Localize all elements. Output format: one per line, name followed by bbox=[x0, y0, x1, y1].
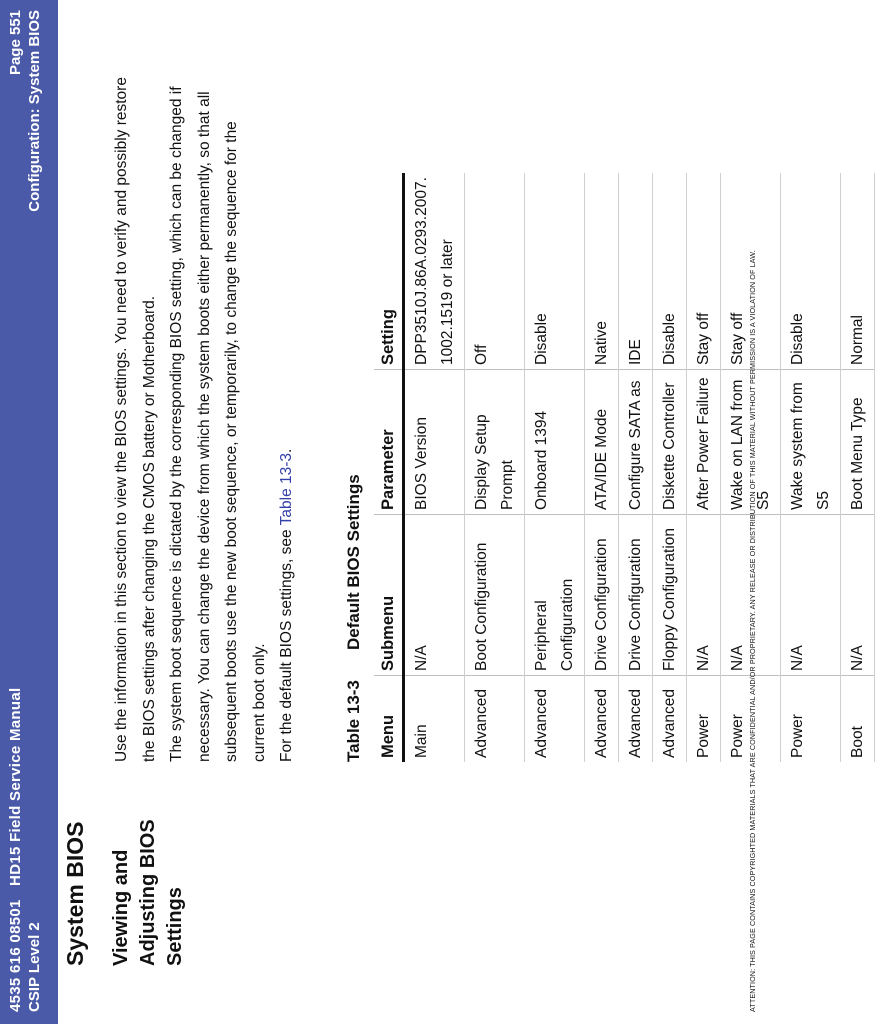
header-doc-number: 4535 616 08501 bbox=[7, 899, 24, 1012]
reference-suffix: . bbox=[278, 448, 295, 453]
cell-setting: Disable bbox=[525, 173, 585, 369]
cell-submenu: N/A bbox=[721, 515, 781, 676]
table-row bbox=[465, 173, 525, 762]
cell-submenu: Peripheral Configuration bbox=[525, 515, 585, 676]
cell-parameter: Configure SATA as bbox=[619, 370, 653, 515]
cell-setting: Stay off bbox=[687, 173, 721, 369]
cell-menu: Advanced bbox=[619, 676, 653, 763]
column-header-submenu: Submenu bbox=[374, 515, 404, 676]
body-text bbox=[108, 72, 301, 762]
table-row bbox=[525, 173, 585, 762]
table-row bbox=[687, 173, 721, 762]
cell-setting: Disable bbox=[781, 173, 841, 369]
cell-menu: Power bbox=[721, 676, 781, 763]
table-caption bbox=[344, 474, 364, 762]
header-section: Configuration: System BIOS bbox=[26, 10, 43, 212]
cell-submenu: Floppy Configuration bbox=[653, 515, 687, 676]
table-body bbox=[404, 173, 875, 762]
cell-setting: Native bbox=[585, 173, 619, 369]
header-page-number: Page 551 bbox=[7, 10, 24, 76]
cell-parameter: Wake system from S5 bbox=[781, 370, 841, 515]
header-manual-title: HD15 Field Service Manual bbox=[7, 687, 24, 886]
cell-menu: Main bbox=[404, 676, 465, 763]
cell-setting: IDE bbox=[619, 173, 653, 369]
cell-parameter: After Power Failure bbox=[687, 370, 721, 515]
header-level: CSIP Level 2 bbox=[26, 922, 43, 1012]
cell-setting: Stay off bbox=[721, 173, 781, 369]
column-header-menu: Menu bbox=[374, 676, 404, 763]
column-header-setting: Setting bbox=[374, 173, 404, 369]
reference-prefix: For the default BIOS settings, see bbox=[278, 525, 295, 762]
cell-setting: Off bbox=[465, 173, 525, 369]
cell-submenu: N/A bbox=[687, 515, 721, 676]
cell-parameter: BIOS Version bbox=[404, 370, 465, 515]
cell-setting: DPP3510J.86A.0293.2007. 1002.1519 or later bbox=[404, 173, 465, 369]
cell-menu: Advanced bbox=[465, 676, 525, 763]
paragraph-boot-sequence: The system boot sequence is dictated by the corresponding BIOS setting, which can be changed if necessary. You can change the device from which the system boots either permanently, so that all subsequent boots use the new boot sequence, or temporarily, to change the sequence for the current boot only. bbox=[168, 86, 268, 762]
cell-menu: Advanced bbox=[653, 676, 687, 763]
bios-settings-table bbox=[374, 173, 875, 762]
cell-menu: Boot bbox=[841, 676, 875, 763]
header-doc-title bbox=[7, 688, 25, 1012]
cell-parameter: Boot Menu Type bbox=[841, 370, 875, 515]
section-subheading: Viewing and Adjusting BIOS Settings bbox=[110, 819, 186, 966]
cell-parameter: Onboard 1394 bbox=[525, 370, 585, 515]
cell-menu: Advanced bbox=[525, 676, 585, 763]
table-header-row bbox=[374, 173, 404, 762]
cell-submenu: Boot Configuration bbox=[465, 515, 525, 676]
cell-parameter: Wake on LAN from S5 bbox=[721, 370, 781, 515]
table-reference-link[interactable]: Table 13-3 bbox=[278, 452, 295, 526]
paragraph-table-reference bbox=[273, 72, 301, 762]
table-row bbox=[585, 173, 619, 762]
table-row bbox=[404, 173, 465, 762]
table-title: Default BIOS Settings bbox=[344, 474, 363, 650]
cell-menu: Power bbox=[781, 676, 841, 763]
table-row bbox=[653, 173, 687, 762]
cell-menu: Power bbox=[687, 676, 721, 763]
column-header-parameter: Parameter bbox=[374, 370, 404, 515]
confidentiality-footer: ATTENTION: THIS PAGE CONTAINS COPYRIGHTED MATERIALS THAT ARE CONFIDENTIAL AND/OR PROPRIETARY. ANY RELEASE OR DISTRIBUTION OF THIS MATERIAL WITHOUT PERMISSION IS A VIOLATION OF LAW. bbox=[748, 250, 757, 1012]
table-number: Table 13-3 bbox=[344, 680, 363, 762]
table-row bbox=[781, 173, 841, 762]
cell-menu: Advanced bbox=[585, 676, 619, 763]
cell-submenu: Drive Configuration bbox=[619, 515, 653, 676]
cell-submenu: N/A bbox=[841, 515, 875, 676]
cell-submenu: N/A bbox=[404, 515, 465, 676]
cell-parameter: Diskette Controller bbox=[653, 370, 687, 515]
cell-setting: Disable bbox=[653, 173, 687, 369]
paragraph-intro: Use the information in this section to view the BIOS settings. You need to verify and possibly restore the BIOS settings after changing the CMOS battery or Motherboard. bbox=[113, 77, 158, 762]
cell-submenu: N/A bbox=[781, 515, 841, 676]
cell-submenu: Drive Configuration bbox=[585, 515, 619, 676]
cell-parameter: ATA/IDE Mode bbox=[585, 370, 619, 515]
table-row bbox=[619, 173, 653, 762]
cell-setting: Normal bbox=[841, 173, 875, 369]
table-row bbox=[841, 173, 875, 762]
page-header bbox=[0, 0, 58, 1024]
cell-parameter: Display Setup Prompt bbox=[465, 370, 525, 515]
page-title: System BIOS bbox=[62, 821, 88, 966]
